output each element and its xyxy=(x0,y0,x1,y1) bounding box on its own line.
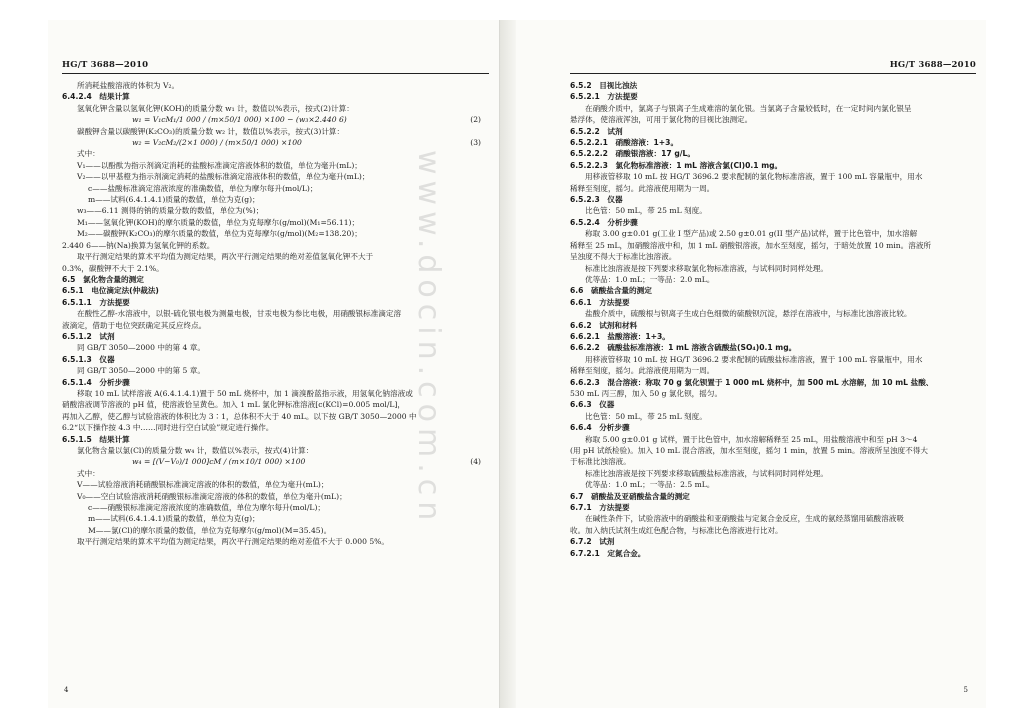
section-heading xyxy=(570,342,970,353)
book-gutter xyxy=(500,20,516,708)
section-heading xyxy=(570,80,970,91)
line-text: w₂ = V₂cM₂/(2×1 000) / (m×50/1 000) ×100 xyxy=(132,138,302,148)
section-heading xyxy=(62,91,485,102)
line-text: 呈浊度不得大于标准比浊溶液。 xyxy=(570,252,677,262)
section-heading xyxy=(570,331,970,342)
line-text: 式中： xyxy=(77,149,100,159)
line-text: 移取 10 mL 试样溶液 A(6.4.1.4.1)置于 50 mL 烧杯中，加 1 滴溴酚蓝指示液，用氢氧化钠溶液或 xyxy=(77,388,413,398)
section-heading xyxy=(570,548,970,559)
section-heading xyxy=(570,502,970,513)
formula-line xyxy=(62,114,485,125)
text-line xyxy=(570,456,970,467)
line-text: (用 pH 试纸检验)。加入 10 mL 混合溶液，加水至刻度，摇匀 1 min，放置 5 min。溶液所呈浊度不得大 xyxy=(570,446,928,455)
line-text: 6.5.1 电位滴定法(仲裁法) xyxy=(62,286,159,296)
equation-number: (3) xyxy=(470,138,481,148)
left-header-rule xyxy=(62,73,489,74)
line-text: 6.6.1 方法提要 xyxy=(570,297,630,307)
line-text: 硝酸溶液调节溶液的 pH 值，使溶液恰呈黄色。加入 1 mL 氯化钾标准溶液[c(KCl)=0.005 mol/L]， xyxy=(62,400,405,410)
line-text: 稀释至 25 mL，加硝酸溶液中和，加 1 mL 硝酸银溶液，加水至刻度，摇匀，于暗处放置 10 min。溶液所 xyxy=(570,240,932,250)
text-line xyxy=(570,513,970,524)
text-line xyxy=(570,468,970,479)
line-text: 6.5.2.4 分析步骤 xyxy=(570,217,638,227)
text-line xyxy=(570,183,970,194)
text-line xyxy=(570,240,970,251)
line-text: 比色管：50 mL，带 25 mL 刻度。 xyxy=(585,206,707,216)
section-heading xyxy=(570,137,970,148)
line-text: 氢氧化钾含量以氢氧化钾(KOH)的质量分数 w₁ 计，数值以%表示，按式(2)计算： xyxy=(77,103,354,113)
line-text: V——试验溶液消耗硝酸银标准滴定溶液的体积的数值，单位为毫升(mL)； xyxy=(77,480,329,490)
line-text: 用移液管移取 10 mL 按 HG/T 3696.2 要求配制的硫酸盐标准溶液，置于 100 mL 容量瓶中，用水 xyxy=(585,354,923,364)
line-text: 标准比浊溶液是按下列要求移取硫酸盐标准溶液，与试料同时同样处理。 xyxy=(585,468,828,478)
line-text: 6.7.2.1 定氮合金。 xyxy=(570,548,646,558)
text-line xyxy=(570,525,970,536)
line-text: 6.5.2.2 试剂 xyxy=(570,126,623,136)
line-text: V₁——以酚酞为指示剂滴定消耗的盐酸标准滴定溶液体积的数值，单位为毫升(mL)； xyxy=(77,160,362,170)
line-text: 取平行测定结果的算术平均值为测定结果，两次平行测定结果的绝对差值不大于 0.000 5%。 xyxy=(77,537,389,547)
line-text: c——硝酸银标准滴定溶液浓度的准确数值，单位为摩尔每升(mol/L)； xyxy=(88,503,326,513)
right-page-header: HG/T 3688—2010 xyxy=(889,60,976,70)
line-text: 6.6.4 分析步骤 xyxy=(570,423,630,433)
line-text: 再加入乙醇，使乙醇与试验溶液的体积比为 3∶1，总体积不大于 40 mL。以下按 GB/T 3050—2000 中 xyxy=(62,411,417,421)
line-text: 液滴定，借助于电位突跃确定其反应终点。 xyxy=(62,320,207,330)
right-header-rule xyxy=(570,73,976,74)
text-line xyxy=(570,228,970,239)
line-text: m——试料(6.4.1.4.1)质量的数值，单位为克(g)； xyxy=(88,195,260,205)
equation-number: (4) xyxy=(470,457,481,467)
line-text: 稀释至刻度，摇匀。此溶液使用期为一周。 xyxy=(570,183,715,193)
line-text: 6.5.2.1 方法提要 xyxy=(570,92,638,102)
line-text: 6.7 硝酸盐及亚硝酸盐含量的测定 xyxy=(570,491,690,501)
line-text: 6.6 硫酸盐含量的测定 xyxy=(570,286,652,296)
line-text: 6.5.1.3 仪器 xyxy=(62,354,115,364)
text-line xyxy=(570,205,970,216)
line-text: 悬浮体，使溶液浑浊，可用于氯化物的目视比浊测定。 xyxy=(570,115,753,125)
line-text: 6.5.2 目视比浊法 xyxy=(570,81,638,90)
line-text: 取平行测定结果的算术平均值为测定结果，两次平行测定结果的绝对差值氢氧化钾不大于 xyxy=(77,252,374,262)
line-text: 氯化物含量以氯(Cl)的质量分数 w₄ 计，数值以%表示，按式(4)计算： xyxy=(77,446,314,455)
line-text: 6.5.1.5 结果计算 xyxy=(62,434,130,444)
section-heading xyxy=(570,194,970,205)
line-text: 6.7.1 方法提要 xyxy=(570,503,630,513)
line-text: 6.5.1.2 试剂 xyxy=(62,331,115,341)
text-line xyxy=(62,126,485,137)
line-text: 用移液管移取 10 mL 按 HG/T 3696.2 要求配制的氯化物标准溶液，置于 100 mL 容量瓶中，用水 xyxy=(585,172,923,182)
text-line xyxy=(570,479,970,490)
line-text: 在碱性条件下，试验溶液中的硝酸盐和亚硝酸盐与定氮合金反应，生成的氨经蒸馏用硫酸溶液吸 xyxy=(585,514,904,524)
line-text: 6.5.1.4 分析步骤 xyxy=(62,377,130,387)
text-line xyxy=(570,411,970,422)
line-text: 在硝酸介质中，氯离子与银离子生成难溶的氯化银。当氯离子含量较低时，在一定时间内氯化银呈 xyxy=(585,103,912,113)
line-text: 盐酸介质中，硫酸根与钡离子生成白色细微的硫酸钡沉淀，悬浮在溶液中，与标准比浊溶液比较。 xyxy=(585,309,912,319)
line-text: 6.6.2.3 混合溶液：称取 70 g 氯化钡置于 1 000 mL 烧杯中，加 500 mL 水溶解，加 10 mL 盐酸、 xyxy=(570,377,934,387)
line-text: 于标准比浊溶液。 xyxy=(570,457,631,467)
section-heading xyxy=(570,91,970,102)
line-text: 优等品：1.0 mL；一等品：2.0 mL。 xyxy=(585,274,715,284)
left-page-number: 4 xyxy=(64,686,69,694)
text-line xyxy=(570,445,970,456)
line-text: 2.440 6——钠(Na)换算为氢氧化钾的系数。 xyxy=(62,240,215,250)
line-text: 6.6.3 仪器 xyxy=(570,400,615,410)
text-line xyxy=(570,274,970,285)
line-text: w₄ = [(V−V₀)/1 000]cM / (m×10/1 000) ×100 xyxy=(132,457,306,467)
right-page xyxy=(516,20,986,708)
line-text: 6.7.2 试剂 xyxy=(570,537,615,547)
line-text: M——氯(Cl)的摩尔质量的数值，单位为克每摩尔(g/mol)(M=35.45)。 xyxy=(88,525,332,535)
line-text: M₁——氢氧化钾(KOH)的摩尔质量的数值，单位为克每摩尔(g/mol)(M₁=56.11)； xyxy=(77,217,360,227)
right-page-body xyxy=(570,80,970,559)
line-text: 同 GB/T 3050—2000 中的第 5 章。 xyxy=(77,366,205,376)
line-text: 称取 5.00 g±0.01 g 试样，置于比色管中，加水溶解稀释至 25 mL，用盐酸溶液中和至 pH 3～4 xyxy=(585,434,918,444)
text-line xyxy=(570,114,970,125)
line-text: m——试料(6.4.1.4.1)质量的数值，单位为克(g)； xyxy=(88,514,260,524)
text-line xyxy=(62,103,485,114)
section-heading xyxy=(570,217,970,228)
line-text: 6.5.2.2.2 硝酸银溶液：17 g/L。 xyxy=(570,149,695,159)
section-heading xyxy=(570,160,970,171)
formula-line xyxy=(62,137,485,148)
text-line xyxy=(570,388,970,399)
line-text: 稀释至刻度，摇匀。此溶液使用期为一周。 xyxy=(570,366,715,376)
section-heading xyxy=(570,491,970,502)
text-line xyxy=(570,103,970,114)
line-text: M₂——碳酸钾(K₂CO₃)的摩尔质量的数值，单位为克每摩尔(g/mol)(M₂=138.20)； xyxy=(77,229,362,239)
section-heading xyxy=(570,285,970,296)
line-text: 6.6.2.1 盐酸溶液：1+3。 xyxy=(570,331,670,341)
section-heading xyxy=(570,297,970,308)
line-text: c——盐酸标准滴定溶液浓度的准确数值，单位为摩尔每升(mol/L)； xyxy=(88,183,318,193)
section-heading xyxy=(570,148,970,159)
section-heading xyxy=(570,377,970,388)
line-text: 碳酸钾含量以碳酸钾(K₂CO₃)的质量分数 w₂ 计，数值以%表示，按式(3)计算： xyxy=(77,126,345,136)
line-text: 6.6.2 试剂和材料 xyxy=(570,320,638,330)
text-line xyxy=(570,171,970,182)
line-text: V₂——以甲基橙为指示剂滴定消耗的盐酸标准滴定溶液体积的数值，单位为毫升(mL)； xyxy=(77,172,370,182)
equation-number: (2) xyxy=(470,115,481,125)
line-text: 6.5 氯化物含量的测定 xyxy=(62,274,144,284)
section-heading xyxy=(570,126,970,137)
section-heading xyxy=(570,399,970,410)
text-line xyxy=(570,354,970,365)
right-page-number: 5 xyxy=(963,686,968,694)
left-page-header: HG/T 3688—2010 xyxy=(62,60,149,70)
line-text: 式中： xyxy=(77,468,100,478)
text-line xyxy=(570,365,970,376)
text-line xyxy=(570,251,970,262)
line-text: 标准比浊溶液是按下列要求移取氯化物标准溶液，与试料同时同样处理。 xyxy=(585,263,828,273)
line-text: w₁ = V₁cM₁/1 000 / (m×50/1 000) ×100 − (w₃×2.440 6) xyxy=(132,115,347,125)
line-text: 6.2“以下操作按 4.3 中……同时进行空白试验”规定进行操作。 xyxy=(62,423,274,433)
text-line xyxy=(62,80,485,91)
section-heading xyxy=(570,422,970,433)
text-line xyxy=(570,434,970,445)
line-text: 收。加入纳氏试剂生成红色配合物，与标准比色溶液进行比对。 xyxy=(570,525,783,535)
line-text: 优等品：1.0 mL；一等品：2.5 mL。 xyxy=(585,480,715,490)
line-text: 6.4.2.4 结果计算 xyxy=(62,92,130,102)
text-line xyxy=(62,525,485,536)
text-line xyxy=(570,263,970,274)
line-text: 6.5.1.1 方法提要 xyxy=(62,297,130,307)
line-text: 6.6.2.2 硫酸盐标准溶液：1 mL 溶液含硫酸盐(SO₄)0.1 mg。 xyxy=(570,343,797,353)
line-text: w₃——6.11 测得的钠的质量分数的数值，单位为(%)； xyxy=(77,206,264,216)
line-text: 530 mL 丙三醇，加入 50 g 氯化钡，摇匀。 xyxy=(570,388,723,398)
line-text: V₀——空白试验溶液消耗硝酸银标准滴定溶液的体积的数值，单位为毫升(mL)； xyxy=(77,491,347,501)
line-text: 比色管：50 mL，带 25 mL 刻度。 xyxy=(585,411,707,421)
line-text: 在酸性乙醇-水溶液中，以银-硫化银电极为测量电极，甘汞电极为参比电极，用硝酸银标准滴定溶 xyxy=(77,309,402,319)
section-heading xyxy=(570,320,970,331)
line-text: 6.5.2.2.3 氯化物标准溶液：1 mL 溶液含氯(Cl)0.1 mg。 xyxy=(570,160,783,170)
line-text: 0.3%，碳酸钾不大于 2.1%。 xyxy=(62,263,164,273)
section-heading xyxy=(570,536,970,547)
line-text: 6.5.2.3 仪器 xyxy=(570,195,623,205)
line-text: 称取 3.00 g±0.01 g(工业 I 型产品)或 2.50 g±0.01 g(II 型产品)试样，置于比色管中，加水溶解 xyxy=(585,229,918,239)
watermark-text: www.docin.com.cn xyxy=(411,150,446,527)
text-line xyxy=(570,308,970,319)
text-line xyxy=(62,536,485,547)
line-text: 同 GB/T 3050—2000 中的第 4 章。 xyxy=(77,343,205,353)
line-text: 所消耗盐酸溶液的体积为 V₂。 xyxy=(77,81,180,90)
line-text: 6.5.2.2.1 硝酸溶液：1+3。 xyxy=(570,138,679,148)
